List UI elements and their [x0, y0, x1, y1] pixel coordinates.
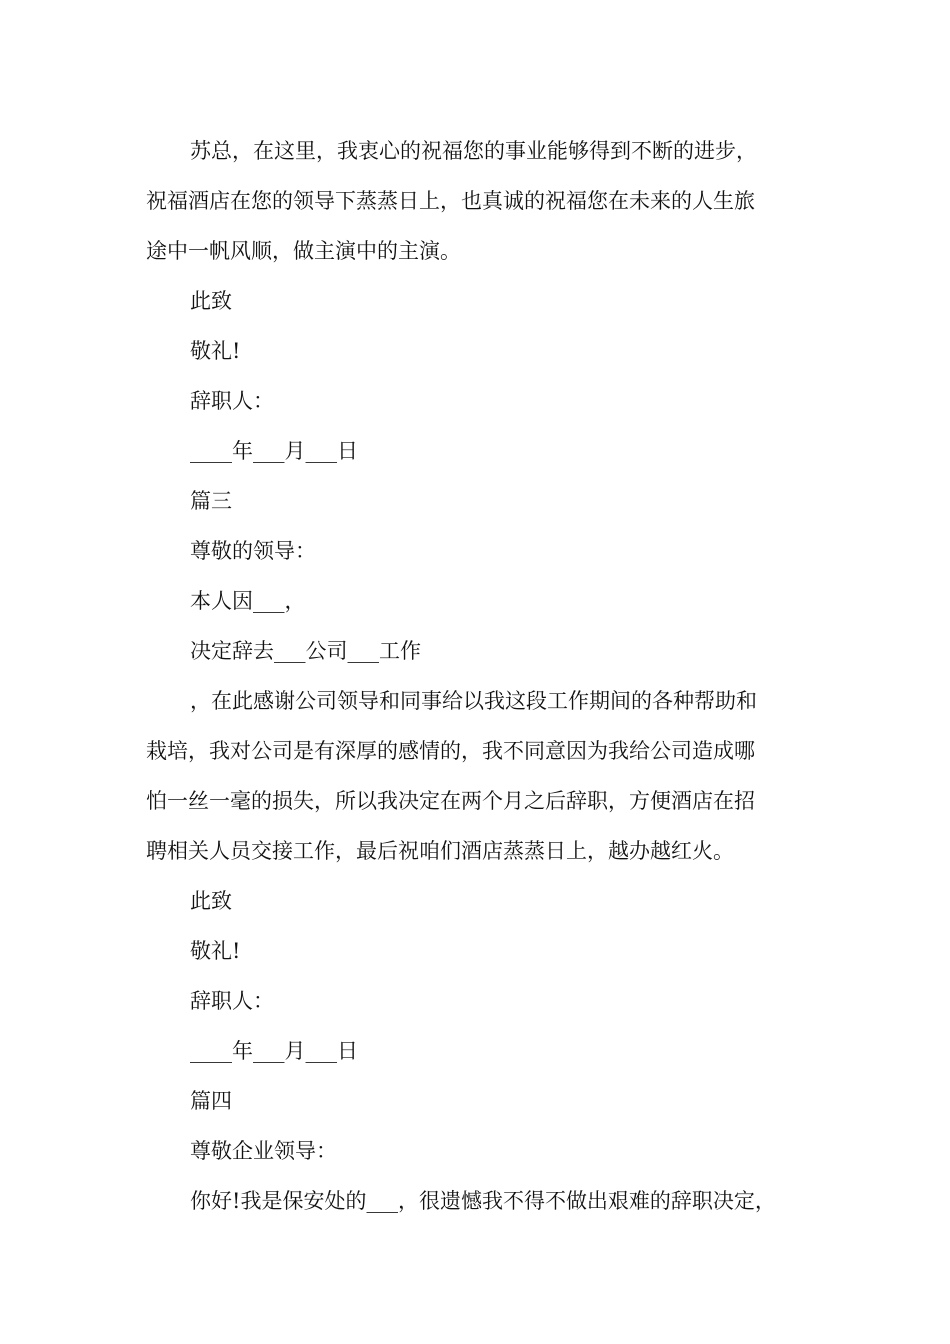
closing-jingli: 敬礼!: [190, 339, 241, 363]
paragraph-blessing-line-2: 祝福酒店在您的领导下蒸蒸日上，也真诚的祝福您在未来的人生旅: [146, 189, 755, 213]
paragraph-thanks-line-2: 栽培，我对公司是有深厚的感情的，我不同意因为我给公司造成哪: [146, 739, 755, 763]
signature-label: 辞职人：: [190, 989, 274, 1013]
closing-cizhi: 此致: [190, 289, 232, 313]
paragraph-thanks-line-1: ，在此感谢公司领导和同事给以我这段工作期间的各种帮助和: [190, 689, 757, 713]
document-body: [146, 126, 826, 1226]
date-line: ____年___月___日: [190, 1039, 358, 1063]
salutation: 尊敬企业领导：: [190, 1139, 337, 1163]
paragraph-blessing-line-1: 苏总，在这里，我衷心的祝福您的事业能够得到不断的进步，: [190, 139, 757, 163]
paragraph-blessing-line-3: 途中一帆风顺，做主演中的主演。: [146, 239, 461, 263]
closing-jingli: 敬礼!: [190, 939, 241, 963]
date-line: ____年___月___日: [190, 439, 358, 463]
salutation: 尊敬的领导：: [190, 539, 316, 563]
section-heading-4: 篇四: [190, 1089, 232, 1113]
signature-label: 辞职人：: [190, 389, 274, 413]
paragraph-intro-line-1: 你好!我是保安处的___，很遗憾我不得不做出艰难的辞职决定，: [190, 1189, 776, 1213]
paragraph-thanks-line-4: 聘相关人员交接工作，最后祝咱们酒店蒸蒸日上，越办越红火。: [146, 839, 734, 863]
paragraph-thanks-line-3: 怕一丝一毫的损失，所以我决定在两个月之后辞职，方便酒店在招: [146, 789, 755, 813]
section-heading-3: 篇三: [190, 489, 232, 513]
reason-line: 本人因___，: [190, 589, 306, 613]
closing-cizhi: 此致: [190, 889, 232, 913]
decision-line: 决定辞去___公司___工作: [190, 639, 421, 663]
